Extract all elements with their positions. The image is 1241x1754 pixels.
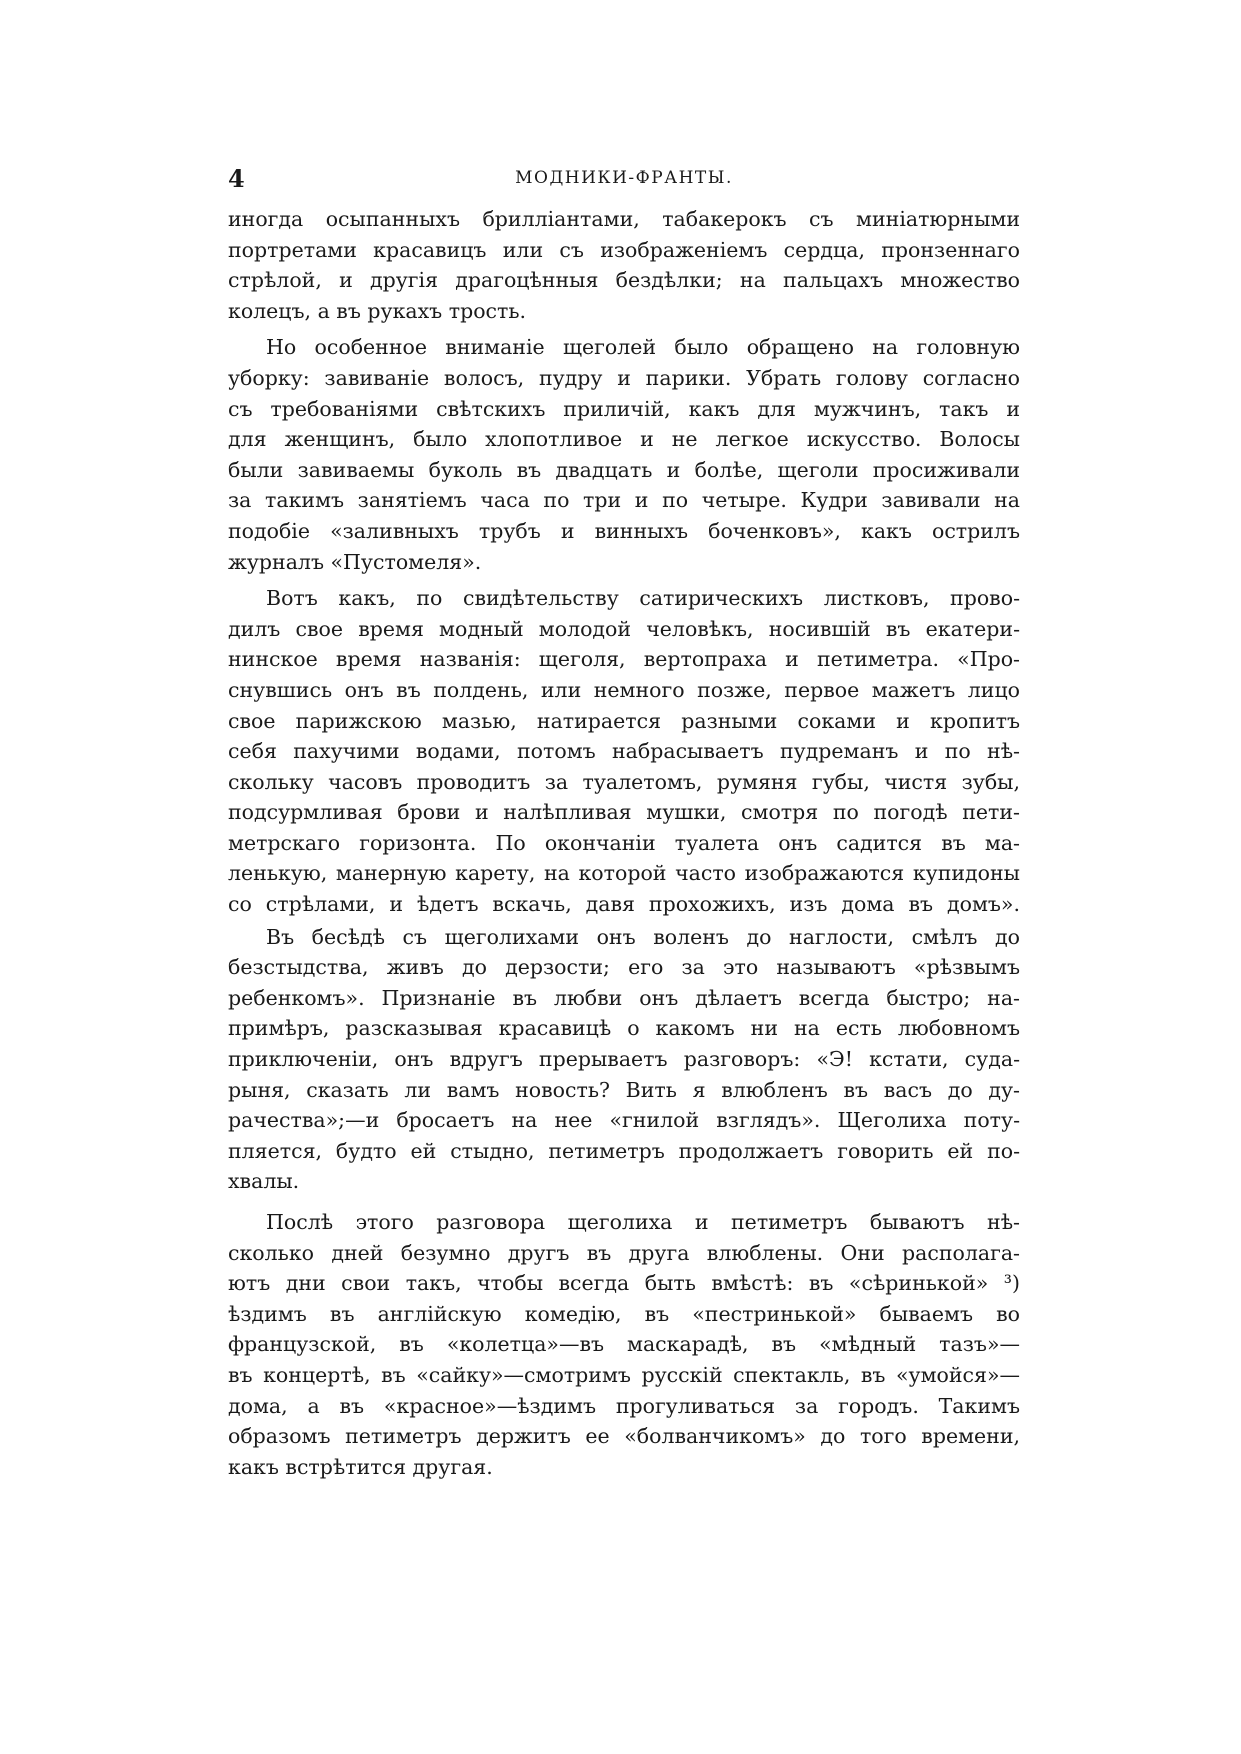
text-line: были завиваемы буколь въ двадцать и болѣе, щеголи просиживали [228, 457, 1020, 482]
paragraph [228, 922, 1020, 1197]
text-line: какъ встрѣтится другая. [228, 1454, 493, 1479]
text-line: образомъ петиметръ держитъ ее «болванчикомъ» до того времени, [228, 1424, 1020, 1449]
text-line: Послѣ этого разговора щеголиха и петиметръ бываютъ нѣ- [266, 1210, 1020, 1234]
text-line: подобiе «заливныхъ трубъ и винныхъ боченковъ», какъ острилъ [228, 518, 1020, 543]
text-line: со стрѣлами, и ѣдетъ вскачь, давя прохожихъ, изъ дома въ домъ». [228, 892, 1020, 917]
text-line: французской, въ «колетца»—въ маскарадѣ, въ «мѣдный тазъ»— [228, 1332, 1020, 1357]
page-header [228, 160, 1020, 204]
text-line: метрскаго горизонта. По окончанiи туалета онъ садится въ ма- [228, 830, 1020, 855]
text-line: безстыдства, живъ до дерзости; его за это называютъ «рѣзвымъ [228, 955, 1020, 980]
text-line: скольку часовъ проводитъ за туалетомъ, румяня губы, чистя зубы, [228, 769, 1020, 794]
text-line: въ концертѣ, въ «сайку»—смотримъ русскiй спектакль, въ «умойся»— [228, 1362, 1020, 1387]
text-line: портретами красавицъ или съ изображенiемъ сердца, пронзеннаго [228, 237, 1020, 262]
text-line: пляется, будто ей стыдно, петиметръ продолжаетъ говорить ей по- [228, 1138, 1020, 1163]
book-page [228, 160, 1020, 1482]
paragraph [228, 204, 1020, 326]
paragraph [228, 1207, 1020, 1482]
text-line: рыня, сказать ли вамъ новость? Вить я влюбленъ въ васъ до ду- [228, 1077, 1020, 1102]
text-line: за такимъ занятiемъ часа по три и по четыре. Кудри завивали на [228, 488, 1020, 513]
body-text [228, 204, 1020, 1482]
text-line: подсурмливая брови и налѣпливая мушки, смотря по погодѣ пети- [228, 800, 1020, 825]
text-line: примѣръ, разсказывая красавицѣ о какомъ ни на есть любовномъ [228, 1016, 1020, 1041]
text-line: хвалы. [228, 1169, 300, 1194]
text-line: себя пахучими водами, потомъ набрасываетъ пудреманъ и по нѣ- [228, 739, 1020, 764]
page-number: 4 [228, 164, 245, 193]
text-line: дилъ свое время модный молодой человѣкъ, носившiй въ екатери- [228, 616, 1020, 641]
text-line: съ требованiями свѣтскихъ приличiй, какъ для мужчинъ, такъ и [228, 396, 1020, 421]
text-line: ребенкомъ». Признанiе въ любви онъ дѣлаетъ всегда быстро; на- [228, 985, 1020, 1010]
text-line: Вотъ какъ, по свидѣтельству сатирическихъ листковъ, прово- [266, 586, 1020, 611]
text-line: для женщинъ, было хлопотливое и не легкое искусство. Волосы [228, 427, 1020, 452]
text-line: ленькую, манерную карету, на которой часто изображаются купидоны [228, 861, 1020, 886]
text-line: нинское время названiя: щеголя, вертопраха и петиметра. «Про- [228, 647, 1020, 672]
text-line: ютъ дни свои такъ, чтобы всегда быть вмѣстѣ: въ «сѣринькой» ³) [228, 1271, 1020, 1296]
text-line: уборку: завиванiе волосъ, пудру и парики. Убрать голову согласно [228, 365, 1020, 390]
text-line: ѣздимъ въ англiйскую комедiю, въ «пестринькой» бываемъ во [228, 1301, 1020, 1326]
text-line: снувшись онъ въ полдень, или немного позже, первое мажетъ лицо [228, 677, 1020, 702]
text-line: свое парижскою мазью, натирается разными соками и кропитъ [228, 708, 1020, 733]
text-line: сколько дней безумно другъ въ друга влюблены. Они располага- [228, 1240, 1020, 1265]
text-line: иногда осыпанныхъ бриллiантами, табакерокъ съ миніатюрными [228, 207, 1020, 231]
text-line: дома, а въ «красное»—ѣздимъ прогуливаться за городъ. Такимъ [228, 1393, 1020, 1418]
text-line: стрѣлой, и другiя драгоцѣнныя бездѣлки; на пальцахъ множество [228, 268, 1020, 293]
text-line: колецъ, а въ рукахъ трость. [228, 298, 527, 323]
paragraph [228, 583, 1020, 920]
text-line: Въ бесѣдѣ съ щеголихами онъ воленъ до наглости, смѣлъ до [266, 924, 1020, 949]
running-title: МОДНИКИ-ФРАНТЫ. [515, 168, 733, 188]
text-line: Но особенное вниманiе щеголей было обращено на головную [266, 335, 1020, 360]
text-line: журналъ «Пустомеля». [228, 549, 482, 574]
text-line: приключенiи, онъ вдругъ прерываетъ разговоръ: «Э! кстати, суда- [228, 1047, 1020, 1072]
paragraph [228, 332, 1020, 577]
text-line: рачества»;—и бросаетъ на нее «гнилой взглядъ». Щеголиха поту- [228, 1108, 1020, 1133]
